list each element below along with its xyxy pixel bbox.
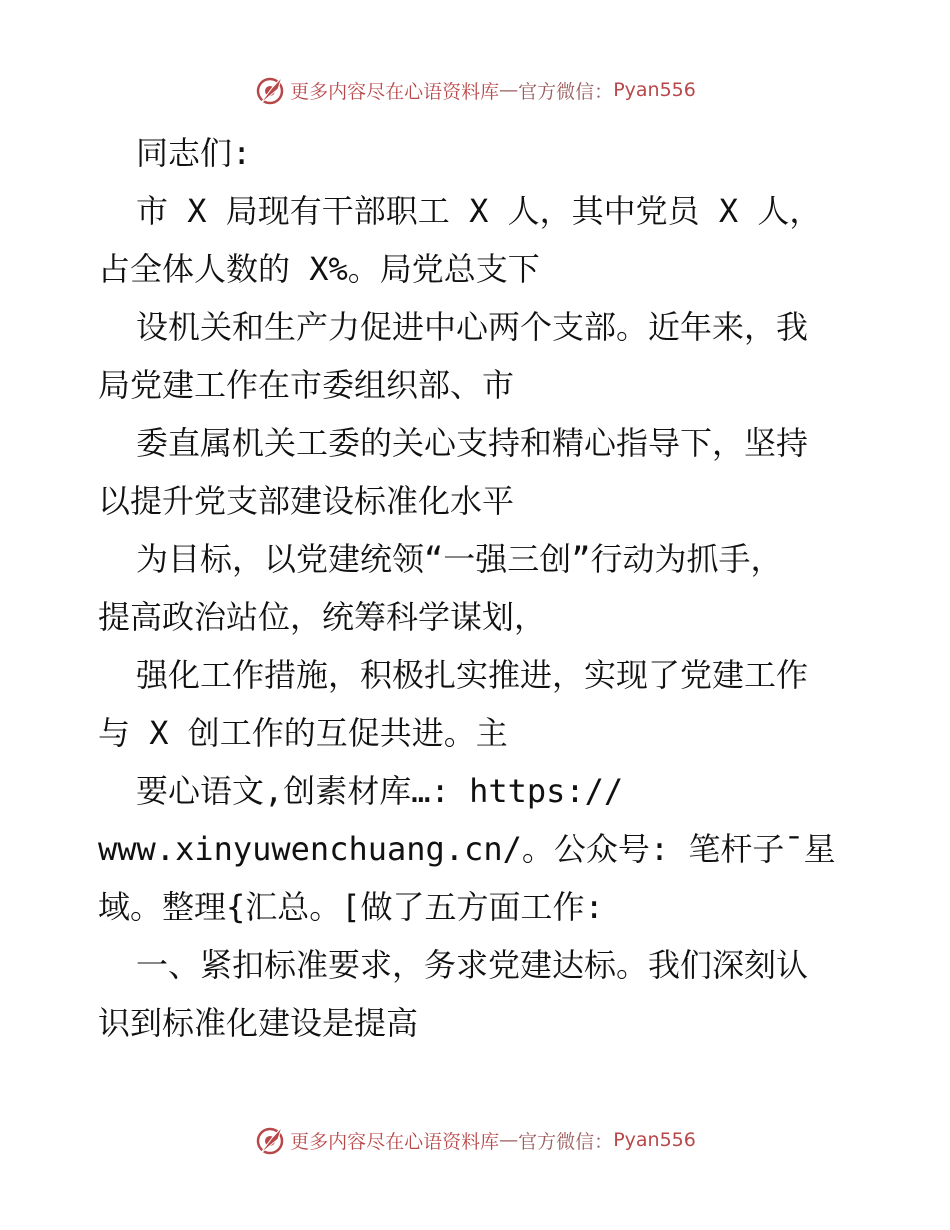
- text-line: 委直属机关工委的关心支持和精心指导下，坚持: [136, 424, 809, 462]
- watermark-dash: —: [499, 79, 519, 101]
- text-line: 占全体人数的 X%。局党总支下: [98, 250, 540, 288]
- text-line: 局党建工作在市委组织部、市: [98, 366, 515, 404]
- text-line: 识到标准化建设是提高: [98, 1004, 419, 1042]
- quill-pen-logo-icon: [254, 1124, 286, 1156]
- watermark-wechat-label: 官方微信：: [518, 1130, 614, 1153]
- watermark-dash: —: [499, 1129, 519, 1151]
- watermark-library-text: 更多内容尽在心语资料库: [290, 1130, 500, 1153]
- text-line: 为目标，以党建统领“一强三创”行动为抓手，: [136, 540, 783, 578]
- footer-watermark: [0, 1120, 950, 1160]
- text-line: 市 X 局现有干部职工 X 人，其中党员 X 人，: [136, 192, 822, 230]
- document-body: [98, 124, 858, 1052]
- watermark-wechat-id: Pyan556: [613, 1129, 696, 1151]
- text-line: 设机关和生产力促进中心两个支部。近年来，我: [136, 308, 809, 346]
- quill-pen-logo-icon: [254, 74, 286, 106]
- watermark-wechat-id: Pyan556: [613, 79, 696, 101]
- watermark-library-text: 更多内容尽在心语资料库: [290, 80, 500, 103]
- text-line: 同志们:: [136, 134, 252, 172]
- text-line: 域。整理{汇总。[做了五方面工作:: [98, 888, 604, 926]
- text-line: 一、紧扣标准要求，务求党建达标。我们深刻认: [136, 946, 809, 984]
- header-watermark: [0, 70, 950, 110]
- text-line: 以提升党支部建设标准化水平: [98, 482, 515, 520]
- text-line: 与 X 创工作的互促共进。主: [98, 714, 508, 752]
- text-line: www.xinyuwenchuang.cn/。公众号: 笔杆子¯星: [98, 830, 836, 868]
- text-line: 强化工作措施，积极扎实推进，实现了党建工作: [136, 656, 809, 694]
- text-line: 提高政治站位，统筹科学谋划，: [98, 598, 547, 636]
- text-line: 要心语文,创素材库…: https://: [136, 772, 624, 810]
- watermark-wechat-label: 官方微信：: [518, 80, 614, 103]
